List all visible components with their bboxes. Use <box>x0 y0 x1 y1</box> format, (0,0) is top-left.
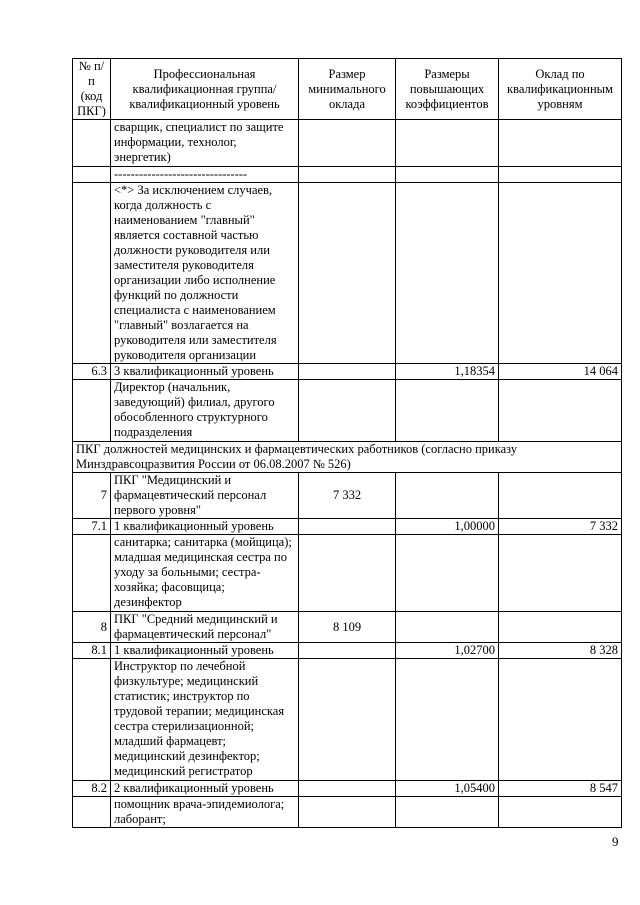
row-text: Директор (начальник, заведующий) филиал, другого обособленного структурного подразделения <box>111 380 299 442</box>
row-text: сварщик, специалист по защите информации, технолог, энергетик) <box>111 120 299 167</box>
row-number: 7 <box>73 473 111 519</box>
table-section-row <box>73 442 622 473</box>
row-text: 1 квалификационный уровень <box>111 519 299 535</box>
row-number: 7.1 <box>73 519 111 535</box>
table-row <box>73 167 622 183</box>
row-number: 8.2 <box>73 781 111 797</box>
table-row <box>73 364 622 380</box>
table-row <box>73 473 622 519</box>
row-salary: 8 328 <box>499 643 622 659</box>
row-number: 8.1 <box>73 643 111 659</box>
table-row <box>73 380 622 442</box>
row-text: 3 квалификационный уровень <box>111 364 299 380</box>
row-text: 2 квалификационный уровень <box>111 781 299 797</box>
section-title: ПКГ должностей медицинских и фармацевтических работников (согласно приказу Минздравсоцразвития России от 06.08.2007 № 526) <box>73 442 622 473</box>
table-header-row <box>73 59 622 120</box>
row-salary: 14 064 <box>499 364 622 380</box>
table-row <box>73 781 622 797</box>
row-min-salary: 8 109 <box>299 612 396 643</box>
table-row <box>73 535 622 612</box>
row-min-salary: 7 332 <box>299 473 396 519</box>
header-num: № п/п (код ПКГ) <box>73 59 111 120</box>
footnote-text: <*> За исключением случаев, когда должность с наименованием "главный" является составной частью должности руководителя или заместителя руководителя организации либо исполнение функций по должности специалиста с наименованием "главный" возлагается на руководителя или заместителя руководителя организации <box>111 183 299 364</box>
header-coefficients: Размеры повышающих коэффициентов <box>396 59 499 120</box>
row-text: ПКГ "Медицинский и фармацевтический персонал первого уровня" <box>111 473 299 519</box>
row-text: -------------------------------- <box>111 167 299 183</box>
row-coefficient: 1,02700 <box>396 643 499 659</box>
row-number: 6.3 <box>73 364 111 380</box>
header-group: Профессиональная квалификационная группа/квалификационный уровень <box>111 59 299 120</box>
table-row <box>73 797 622 828</box>
row-text: ПКГ "Средний медицинский и фармацевтический персонал" <box>111 612 299 643</box>
row-text: Инструктор по лечебной физкультуре; медицинский статистик; инструктор по трудовой терапии; медицинская сестра стерилизационной; младший фармацевт; медицинский дезинфектор; медицинский регистратор <box>111 659 299 781</box>
page-number: 9 <box>612 834 619 849</box>
table-row <box>73 612 622 643</box>
table-row <box>73 659 622 781</box>
row-coefficient: 1,18354 <box>396 364 499 380</box>
table-row <box>73 643 622 659</box>
row-text: 1 квалификационный уровень <box>111 643 299 659</box>
row-coefficient: 1,05400 <box>396 781 499 797</box>
row-coefficient: 1,00000 <box>396 519 499 535</box>
row-salary: 8 547 <box>499 781 622 797</box>
salary-table <box>72 58 622 828</box>
header-min-salary: Размер минимального оклада <box>299 59 396 120</box>
row-number: 8 <box>73 612 111 643</box>
table-row <box>73 183 622 364</box>
table-row <box>73 519 622 535</box>
table-row <box>73 120 622 167</box>
row-text: санитарка; санитарка (мойщица); младшая медицинская сестра по уходу за больными; сестра-хозяйка; фасовщица; дезинфектор <box>111 535 299 612</box>
row-text: помощник врача-эпидемиолога; лаборант; <box>111 797 299 828</box>
header-salary: Оклад по квалификационным уровням <box>499 59 622 120</box>
row-salary: 7 332 <box>499 519 622 535</box>
